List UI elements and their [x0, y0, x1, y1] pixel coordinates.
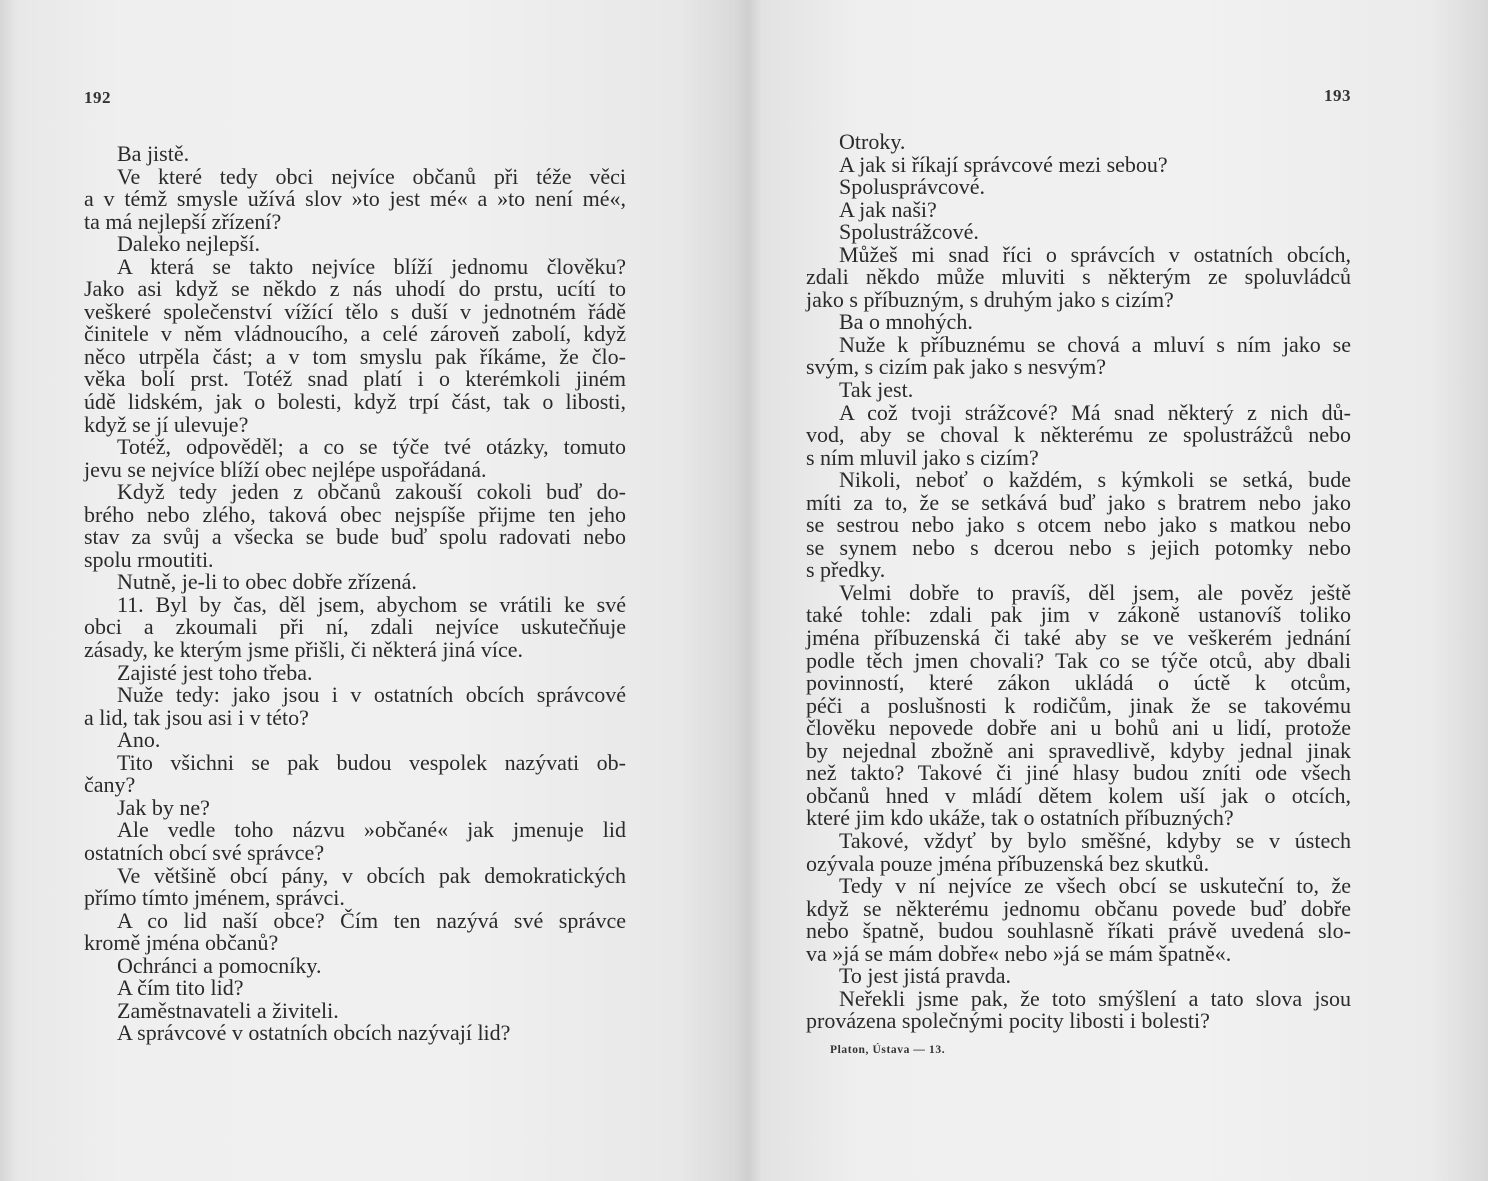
text-line: když se jí ulevuje?	[84, 411, 249, 437]
paragraph	[806, 985, 1351, 1034]
paragraph	[806, 469, 1351, 582]
page-text	[806, 131, 1351, 1033]
paragraph	[84, 729, 626, 752]
text-line: A co lid naší obce? Čím ten nazývá své správce	[117, 907, 626, 933]
text-line: provázena společnými pocity libosti i bolesti?	[806, 1008, 1210, 1034]
text-line: něco utrpěla část; a v tom smyslu pak říkáme, že člo-	[84, 343, 626, 369]
text-line: veškeré společenství vížící tělo s duší v jednotném řádě	[84, 298, 626, 324]
text-line: činitele v něm vládnoucího, a celé zároveň zabolí, když	[84, 321, 626, 347]
text-line: Totéž, odpověděl; a co se týče tvé otázky, tomuto	[117, 434, 626, 460]
paragraph	[806, 875, 1351, 965]
text-line: spolu rmoutiti.	[84, 546, 214, 572]
text-line: se synem nebo s dcerou nebo s jejich potomky nebo	[806, 534, 1351, 560]
text-line: A což tvoji strážcové? Má snad některý z nich dů-	[839, 399, 1351, 425]
text-line: by nejednal zbožně ani spravedlivě, kdyby jednal jinak	[806, 737, 1351, 763]
text-line: nebo špatně, budou souhlasně říkati právě uvedená slo-	[806, 918, 1351, 944]
text-line: Když tedy jeden z občanů zakouší cokoli buď do-	[117, 479, 626, 505]
text-line: Nikoli, neboť o každém, s kýmkoli se setká, bude	[839, 467, 1351, 493]
paragraph	[84, 819, 626, 864]
text-line: Nuže tedy: jako jsou i v ostatních obcích správcové	[117, 682, 626, 708]
text-line: Tito všichni se pak budou vespolek nazývati ob-	[117, 749, 626, 775]
text-line: jako s příbuzným, s druhým jako s cizím?	[806, 286, 1174, 312]
text-line: také tohle: zdali pak jim v zákoně ustanovíš toliko	[806, 602, 1351, 628]
text-line: 11. Byl by čas, děl jsem, abychom se vrátili ke své	[117, 591, 626, 617]
text-line: občanů hned v mládí dětem kolem uší jak o otcích,	[806, 782, 1351, 808]
paragraph	[806, 151, 1351, 177]
paragraph	[84, 233, 626, 256]
text-line: Nuže k příbuznému se chová a mluví s ním jako se	[839, 331, 1351, 357]
text-line: čany?	[84, 772, 136, 798]
text-line: Velmi dobře to pravíš, děl jsem, ale pověz ještě	[839, 579, 1351, 605]
paragraph	[84, 1022, 626, 1045]
text-line: a v témž smysle užívá slov »to jest mé« a »to není mé«,	[84, 186, 626, 212]
paragraph	[806, 221, 1351, 244]
text-line: s předky.	[806, 557, 886, 583]
text-line: Takové, vždyť by bylo směšné, kdyby se v ústech	[839, 827, 1351, 853]
text-line: va »já se mám dobře« nebo »já se mám špatně«.	[806, 940, 1232, 966]
text-line: Ba jistě.	[117, 141, 190, 166]
text-line: než takto? Takové či jiné hlasy budou zníti ode všech	[806, 760, 1351, 786]
text-line: Ve většině obcí pány, v obcích pak demokratických	[117, 862, 626, 888]
text-line: když se některému jednomu občanu povede buď dobře	[806, 895, 1351, 921]
paragraph	[806, 176, 1351, 199]
text-line: Nutně, je-li to obec dobře zřízená.	[117, 569, 417, 595]
text-line: zdali někdo může mluviti s některým ze spoluvládců	[806, 264, 1351, 290]
text-line: kromě jména občanů?	[84, 930, 279, 956]
paragraph	[806, 241, 1351, 312]
text-line: věka bolí prst. Totéž snad platí i o kterémkoli jiném	[84, 366, 626, 392]
paragraph	[806, 311, 1351, 334]
paragraph	[806, 196, 1351, 222]
text-line: Zaměstnavateli a živiteli.	[117, 997, 339, 1023]
text-line: Spolusprávcové.	[839, 174, 986, 200]
text-line: a lid, tak jsou asi i v této?	[84, 704, 309, 730]
text-line: zásady, ke kterým jsme přišli, či některá jiná více.	[84, 637, 524, 663]
paragraph	[84, 952, 626, 978]
paragraph	[806, 379, 1351, 402]
text-line: Ba o mnohých.	[839, 309, 973, 335]
paragraph	[84, 143, 626, 166]
signature-footer: Platon, Ústava — 13.	[830, 1044, 946, 1056]
page-text	[84, 143, 626, 1045]
paragraph	[84, 253, 626, 437]
text-line: které jim kdo ukáže, tak o ostatních příbuzných?	[806, 805, 1234, 831]
text-line: přímo tímto jménem, správci.	[84, 885, 345, 911]
paragraph	[84, 163, 626, 234]
paragraph	[806, 827, 1351, 876]
paragraph	[84, 977, 626, 1000]
paragraph	[806, 579, 1351, 831]
text-line: Spolustrážcové.	[839, 219, 979, 245]
text-line: stav za svůj a všecka se bude buď spolu radovati nebo	[84, 524, 626, 550]
text-line: jevu se nejvíce blíží obec nejlépe uspořádaná.	[84, 456, 487, 482]
text-line: Ano.	[117, 727, 161, 753]
paragraph	[806, 399, 1351, 470]
paragraph	[84, 481, 626, 571]
text-line: Neřekli jsme pak, že toto smýšlení a tato slova jsou	[839, 985, 1351, 1011]
text-line: údě lidském, jak o bolesti, když trpí část, tak o libosti,	[84, 389, 626, 415]
text-line: se sestrou nebo jako s otcem nebo jako s matkou nebo	[806, 512, 1351, 538]
text-line: povinností, které zákon ukládá o úctě k otcům,	[806, 670, 1351, 696]
text-line: Ale vedle toho názvu »občané« jak jmenuje lid	[117, 817, 626, 843]
paragraph	[84, 997, 626, 1023]
paragraph	[806, 965, 1351, 988]
text-line: Daleko nejlepší.	[117, 231, 260, 257]
text-line: Tedy v ní nejvíce ze všech obcí se uskuteční to, že	[839, 873, 1351, 899]
paragraph	[84, 659, 626, 685]
text-line: Tak jest.	[839, 377, 914, 403]
text-line: podle těch jmen chovali? Tak co se týče otců, aby dbali	[806, 647, 1351, 673]
paragraph	[84, 794, 626, 820]
text-line: míti za to, že se setkává buď jako s bratrem nebo jako	[806, 489, 1351, 515]
paragraph	[806, 331, 1351, 380]
paragraph	[806, 131, 1351, 154]
right-page	[744, 0, 1488, 1181]
text-line: A jak naši?	[839, 196, 937, 222]
paragraph	[84, 684, 626, 729]
text-line: Ve které tedy obci nejvíce občanů při téže věci	[117, 163, 626, 189]
text-line: jména příbuzenská či také aby se ve veškerém jednání	[806, 625, 1351, 651]
text-line: To jest jistá pravda.	[839, 963, 1011, 989]
text-line: A čím tito lid?	[117, 975, 244, 1001]
text-line: člověku nepovede dobře ani u bohů ani u lidí, protože	[806, 715, 1351, 741]
page-number: 193	[1324, 86, 1351, 105]
paragraph	[84, 571, 626, 594]
text-line: A správcové v ostatních obcích nazývají lid?	[117, 1020, 511, 1046]
text-line: A která se takto nejvíce blíží jednomu člověku?	[117, 253, 626, 279]
paragraph	[84, 591, 626, 663]
text-line: ta má nejlepší zřízení?	[84, 208, 282, 234]
text-line: svým, s cizím pak jako s nesvým?	[806, 354, 1107, 380]
text-line: ozývala pouze jména příbuzenská bez skutků.	[806, 850, 1210, 876]
text-line: Ochránci a pomocníky.	[117, 952, 322, 978]
paragraph	[84, 436, 626, 481]
text-line: Můžeš mi snad říci o správcích v ostatních obcích,	[839, 241, 1351, 267]
paragraph	[84, 749, 626, 798]
text-line: vod, aby se choval k některému ze spolustrážců nebo	[806, 422, 1351, 448]
text-line: s ním mluvil jako s cizím?	[806, 444, 1039, 470]
page-number: 192	[84, 88, 111, 107]
text-line: brého nebo zlého, taková obec nejspíše přijme ten jeho	[84, 501, 626, 527]
paragraph	[84, 862, 626, 911]
text-line: Otroky.	[839, 129, 906, 154]
text-line: péči a poslušnosti k rodičům, jinak že se takovému	[806, 692, 1351, 718]
text-line: ostatních obcí své správce?	[84, 839, 325, 865]
text-line: A jak si říkají správcové mezi sebou?	[839, 151, 1168, 177]
text-line: Zajisté jest toho třeba.	[117, 659, 313, 685]
text-line: Jak by ne?	[117, 794, 210, 820]
text-line: obci a zkoumali při ní, zdali nejvíce uskutečňuje	[84, 614, 626, 640]
text-line: Jako asi když se někdo z nás uhodí do prstu, ucítí to	[84, 276, 626, 302]
paragraph	[84, 907, 626, 956]
